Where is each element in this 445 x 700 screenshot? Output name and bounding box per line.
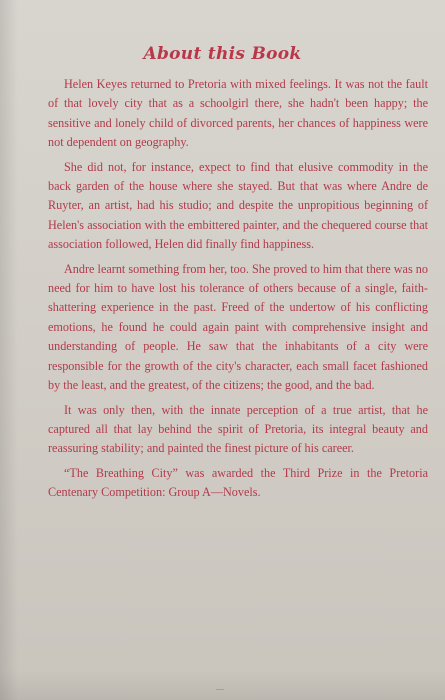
page-gutter-shadow xyxy=(0,0,18,700)
page-title: About this Book xyxy=(143,44,302,64)
paragraph-3: Andre learnt something from her, too. She proved to him that there was no need for him to have lost his tolerance of others because of a single, faith-shattering experience in the past. Freed of the undertow of his conflicting emotions, he found he could again paint with comprehensive insight and understanding of people. He saw that the inhabitants of a city were responsible for the growth of the city's character, each small facet fashioned by the least, and the greatest, of the citizens; the good, and the bad. xyxy=(48,261,428,393)
paragraph-2: She did not, for instance, expect to find that elusive commodity in the back garden of the house where she stayed. But that was where Andre de Ruyter, an artist, had his studio; and despite the unpropitious beginning of Helen's association with the embittered painter, and the chequered course that association followed, Helen did finally find happiness. xyxy=(48,159,428,252)
paragraph-5: “The Breathing City” was awarded the Third Prize in the Pretoria Centenary Competition: Group A—Novels. xyxy=(48,465,428,500)
page-mark xyxy=(216,683,224,690)
paragraph-4: It was only then, with the innate perception of a true artist, that he captured all that lay behind the spirit of Pretoria, its integral beauty and reassuring stability; and painted the finest picture of his career. xyxy=(48,402,428,456)
blurb-text xyxy=(48,75,428,508)
paragraph-1: Helen Keyes returned to Pretoria with mixed feelings. It was not the fault of that lovely city that as a schoolgirl there, she hadn't been happy; the sensitive and lonely child of divorced parents, her chances of happiness were not dependent on geography. xyxy=(48,77,428,150)
